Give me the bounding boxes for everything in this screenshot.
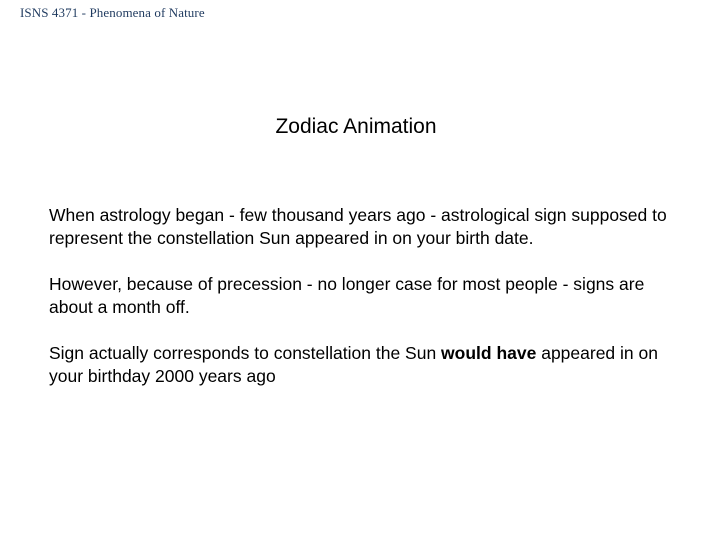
paragraph-astrology-origin: When astrology began - few thousand years ago - astrological sign supposed to represent the constellation Sun appeared in on your birth date. [49,205,667,248]
paragraph-actual-sign [49,342,669,388]
slide-body [49,204,669,411]
paragraph-actual-sign-emphasis: would have [441,343,537,363]
paragraph-actual-sign-after: appeared in on your birthday 2000 years ago [49,343,658,386]
paragraph-precession: However, because of precession - no longer case for most people - signs are about a month off. [49,274,645,317]
paragraph-actual-sign-before: Sign actually corresponds to constellation the Sun [49,343,442,363]
slide-title: Zodiac Animation [275,115,437,138]
course-header: ISNS 4371 - Phenomena of Nature [20,5,205,20]
